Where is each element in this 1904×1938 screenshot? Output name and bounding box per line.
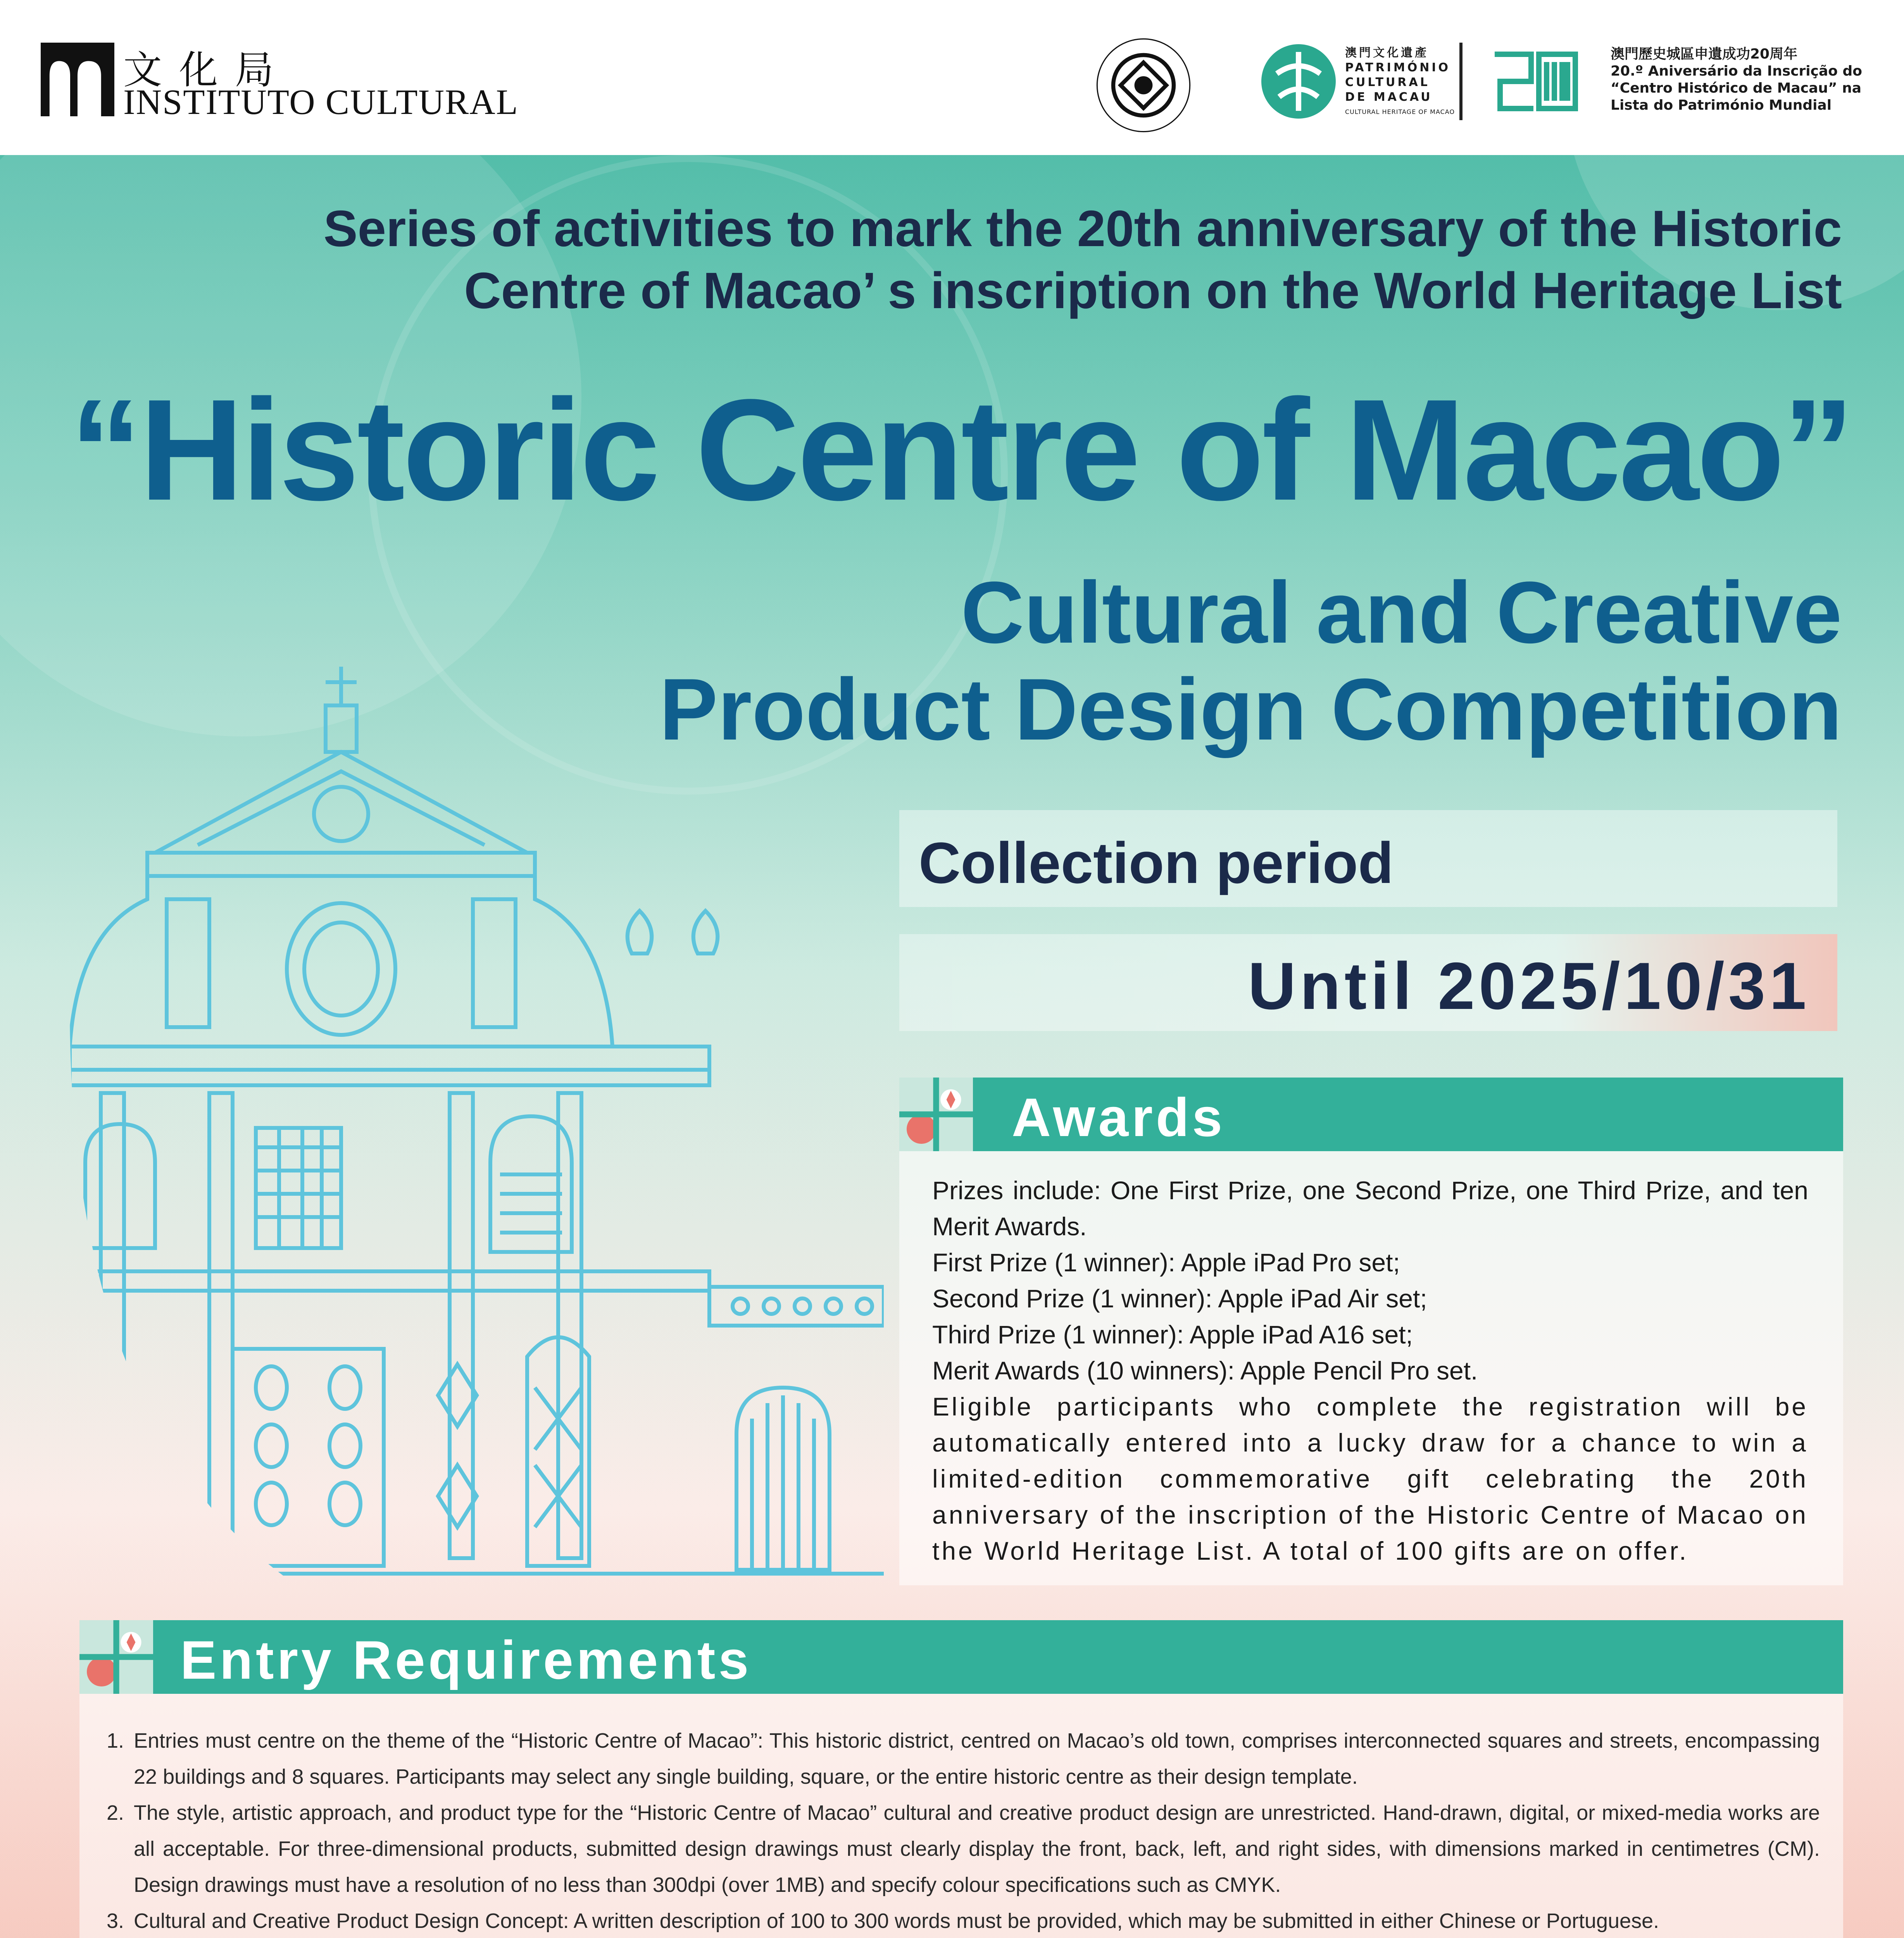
instituto-cultural-logo-icon bbox=[41, 43, 114, 116]
awards-text bbox=[932, 1172, 1808, 1569]
ic-name-english: INSTITUTO CULTURAL bbox=[123, 82, 519, 122]
list-item: 1. Entries must centre on the theme of the “Historic Centre of Macao”: This historic district, centred on Macao’s old town, comprises interconnected squares and streets, encompassing 22 buildings and 8 squares. Participants may select any single building, square, or the entire historic centre as their design template. bbox=[107, 1729, 1820, 1788]
ic-name-chinese: 文化局 bbox=[123, 47, 291, 93]
prizes-summary: Prizes include: One First Prize, one Second Prize, one Third Prize, and ten Merit Awards. bbox=[932, 1176, 1808, 1241]
series-heading: Series of activities to mark the 20th anniversary of the Historic Centre of Macao’ s inscription on the World Heritage List bbox=[323, 200, 1842, 319]
lucky-draw-text: Eligible participants who complete the registration will be automatically entered into a lucky draw for a chance to win a limited-edition commemorative gift celebrating the 20th anniversary of the inscription of the Historic Centre of Macao on the World Heritage List. A total of 100 gifts are on offer. bbox=[932, 1392, 1808, 1565]
first-prize: First Prize (1 winner): Apple iPad Pro set; bbox=[932, 1248, 1400, 1277]
20th-anniversary-logo-icon bbox=[1488, 43, 1581, 120]
third-prize: Third Prize (1 winner): Apple iPad A16 set; bbox=[932, 1320, 1413, 1349]
collection-period-label: Collection period bbox=[919, 830, 1394, 895]
tile-pattern-icon bbox=[899, 1078, 973, 1151]
merit-awards: Merit Awards (10 winners): Apple Pencil Pro set. bbox=[932, 1356, 1478, 1385]
entry-requirements-heading: Entry Requirements bbox=[180, 1629, 752, 1690]
collection-period-box bbox=[899, 810, 1837, 907]
second-prize: Second Prize (1 winner): Apple iPad Air set; bbox=[932, 1284, 1427, 1313]
tile-pattern-icon bbox=[79, 1620, 153, 1694]
entry-requirements-panel bbox=[79, 1694, 1843, 1938]
entry-requirements-heading-bar bbox=[79, 1620, 1843, 1694]
awards-heading: Awards bbox=[1012, 1087, 1226, 1148]
st-dominics-church-illustration bbox=[70, 659, 884, 1589]
main-title: “Historic Centre of Macao” bbox=[70, 369, 1852, 530]
competition-subtitle: Cultural and Creative Product Design Competition bbox=[659, 563, 1842, 758]
list-item: 3. Cultural and Creative Product Design Concept: A written description of 100 to 300 words must be provided, which may be submitted in either Chinese or Portuguese. bbox=[107, 1909, 1659, 1933]
deadline-box bbox=[899, 934, 1837, 1031]
deadline-date: Until 2025/10/31 bbox=[1248, 949, 1810, 1023]
awards-heading-bar bbox=[899, 1078, 1843, 1151]
awards-panel bbox=[899, 1151, 1843, 1585]
macao-heritage-text: 澳門文化遺產 PATRIMÓNIO CULTURAL DE MACAU CULTURAL HERITAGE OF MACAO bbox=[1345, 46, 1455, 116]
header-divider bbox=[1459, 43, 1462, 120]
entry-requirements-list bbox=[107, 1723, 1820, 1938]
world-heritage-emblem-icon bbox=[1093, 35, 1194, 136]
header-bar bbox=[0, 0, 1904, 155]
list-item: 2. The style, artistic approach, and product type for the “Historic Centre of Macao” cultural and creative product design are unrestricted. Hand-drawn, digital, or mixed-media works are all acceptable. For three-dimensional products, submitted design drawings must clearly display the front, back, left, and right sides, with dimensions marked in centimetres (CM). Design drawings must have a resolution of no less than 300dpi (over 1MB) and specify colour specifications such as CMYK. bbox=[107, 1801, 1820, 1897]
macao-heritage-emblem-icon bbox=[1260, 43, 1337, 120]
20th-anniversary-text: 澳門歷史城區申遺成功20周年 20.º Aniversário da Inscrição do “Centro Histórico de Macau” na Lista do Património Mundial bbox=[1611, 46, 1863, 113]
